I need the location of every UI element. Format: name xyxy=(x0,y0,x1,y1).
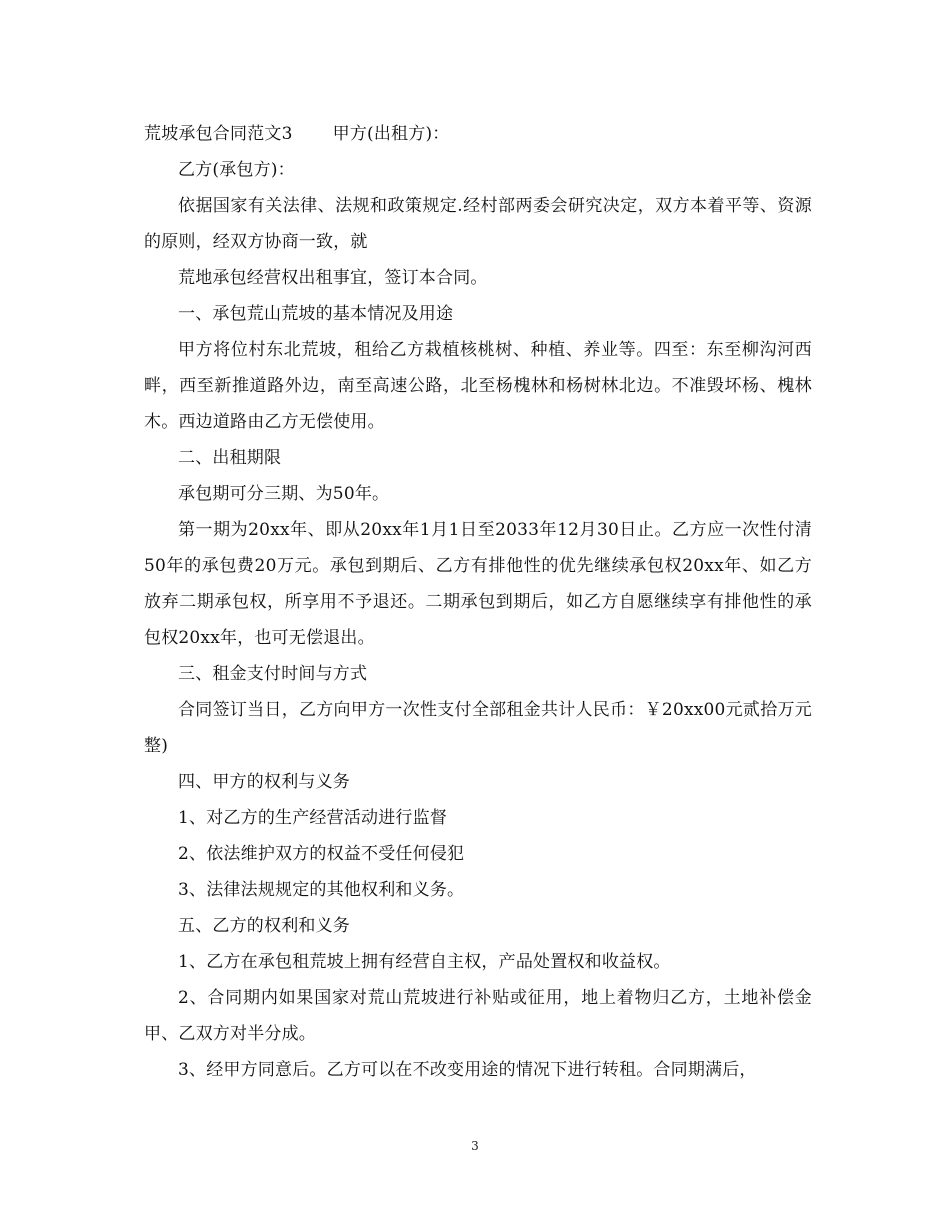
paragraph: 荒地承包经营权出租事宜，签订本合同。 xyxy=(178,268,488,288)
list-item: 3、法律法规规定的其他权利和义务。 xyxy=(178,880,465,900)
section-heading: 一、承包荒山荒坡的基本情况及用途 xyxy=(178,304,454,324)
document-body xyxy=(144,116,812,1088)
section-heading: 二、出租期限 xyxy=(178,448,282,468)
title-line xyxy=(144,116,812,152)
list-item: 3、经甲方同意后。乙方可以在不改变用途的情况下进行转租。合同期满后， xyxy=(178,1060,757,1080)
document-title: 荒坡承包合同范文3 xyxy=(144,124,293,144)
paragraph: 第一期为20xx年、即从20xx年1月1日至2033年12月30日止。乙方应一次性付清50年的承包费20万元。承包到期后、乙方有排他性的优先继续承包权20xx年、如乙方放弃二期承包权，所享用不予退还。二期承包到期后，如乙方自愿继续享有排他性的承包权20xx年，也可无偿退出。 xyxy=(144,520,812,648)
section-heading: 五、乙方的权利和义务 xyxy=(178,916,350,936)
list-item: 1、乙方在承包租荒坡上拥有经营自主权，产品处置权和收益权。 xyxy=(178,952,671,972)
page-number: 3 xyxy=(471,1139,479,1153)
section-heading: 四、甲方的权利与义务 xyxy=(178,772,350,792)
list-item: 1、对乙方的生产经营活动进行监督 xyxy=(178,808,448,828)
list-item: 2、合同期内如果国家对荒山荒坡进行补贴或征用，地上着物归乙方，土地补偿金甲、乙双方对半分成。 xyxy=(144,988,812,1044)
paragraph: 依据国家有关法律、法规和政策规定.经村部两委会研究决定，双方本着平等、资源的原则，经双方协商一致，就 xyxy=(144,196,812,252)
party-a-label: 甲方(出租方)： xyxy=(332,124,450,144)
paragraph: 乙方(承包方)： xyxy=(178,160,295,180)
section-heading: 三、租金支付时间与方式 xyxy=(178,664,368,684)
paragraph: 合同签订当日，乙方向甲方一次性支付全部租金共计人民币：￥20xx00元贰拾万元整) xyxy=(144,700,812,756)
paragraph: 甲方将位村东北荒坡，租给乙方栽植核桃树、种植、养业等。四至：东至柳沟河西畔，西至新推道路外边，南至高速公路，北至杨槐林和杨树林北边。不准毁坏杨、槐林木。西边道路由乙方无偿使用。 xyxy=(144,340,812,432)
paragraph: 承包期可分三期、为50年。 xyxy=(178,484,390,504)
list-item: 2、依法维护双方的权益不受任何侵犯 xyxy=(178,844,465,864)
